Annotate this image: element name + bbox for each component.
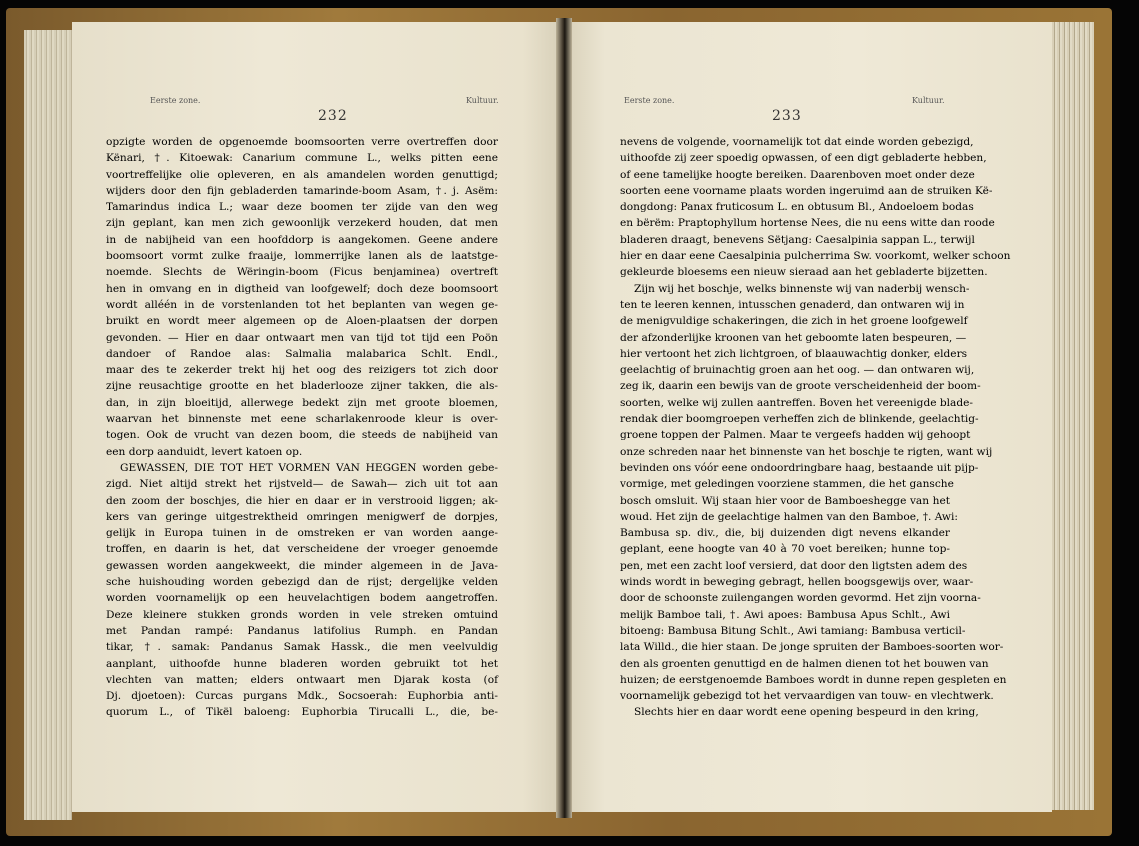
text-line: tikar, †. samak: Pandanus Samak Hassk., die men veelvuldig bbox=[106, 641, 498, 654]
text-line: gekleurde bloesems een nieuw sieraad aan het gebladerte bijzetten. bbox=[620, 266, 988, 279]
text-line: worden voornamelijk op een heuvelachtigen bodem aangetroffen. bbox=[106, 592, 498, 605]
text-line: dongdong: Panax fruticosum L. en obtusum Bl., Andoeloem bodas bbox=[620, 201, 974, 214]
text-line: uithoofde zij zeer spoedig opwassen, of een digt gebladerte hebben, bbox=[620, 152, 987, 165]
text-line: met Pandan rampé: Pandanus latifolius Rumph. en Pandan bbox=[106, 624, 498, 637]
text-line: vormige, met geledingen voorziene stammen, die het gansche bbox=[620, 478, 954, 491]
text-line: boomsoort vormt zulke fraaije, lommerrijke lanen als de laatstge- bbox=[106, 250, 498, 263]
text-line: vlechten van matten; elders ontwaart men Djarak kosta (of bbox=[106, 673, 498, 686]
text-line: Dj. djoetoen): Curcas purgans Mdk., Socsoerah: Euphorbia anti- bbox=[106, 690, 498, 703]
text-line: Kënari, †. Kitoewak: Canarium commune L., welks pitten eene bbox=[106, 152, 498, 165]
text-line: den zoom der boschjes, die hier en daar er in verstrooid liggen; ak- bbox=[106, 494, 498, 507]
text-line: voornamelijk gebezigd tot het vervaardigen van touw- en vlechtwerk. bbox=[620, 690, 994, 703]
right-page-edges bbox=[1052, 22, 1094, 810]
text-line: wijders door den fijn gebladerden tamarinde-boom Asam, †. j. Asëm: bbox=[106, 184, 498, 197]
text-line: togen. Ook de vrucht van dezen boom, die steeds de nabijheid van bbox=[106, 429, 498, 442]
text-line: Tamarindus indica L.; waar deze boomen ter zijde van den weg bbox=[106, 201, 498, 214]
text-line: lata Willd., die hier staan. De jonge spruiten der Bamboes-soorten wor- bbox=[620, 641, 1004, 654]
text-line: waarvan het binnenste met eene scharlakenroode kleur is over- bbox=[106, 413, 498, 426]
left-page-number: 232 bbox=[318, 108, 348, 124]
text-line: bladeren draagt, benevens Sëtjang: Caesalpinia sappan L., terwijl bbox=[620, 233, 975, 246]
left-running-head-right: Kultuur. bbox=[466, 96, 499, 105]
text-line: voortreffelijke olie opleveren, en als amandelen worden genuttigd; bbox=[106, 168, 498, 181]
text-line: groene toppen der Palmen. Maar te vergeefs hadden wij gehoopt bbox=[620, 429, 971, 442]
left-page-edges bbox=[24, 30, 72, 820]
text-line: ten te leeren kennen, intusschen genaderd, dan ontwaren wij in bbox=[620, 298, 965, 311]
text-line: bitoeng: Bambusa Bitung Schlt., Awi tamiang: Bambusa verticil- bbox=[620, 624, 966, 637]
text-line: zijn geplant, kan men zich gewoonlijk verzekerd houden, dat men bbox=[106, 217, 498, 230]
text-line: de menigvuldige schakeringen, die zich in het groene loofgewelf bbox=[620, 315, 968, 328]
text-line: wordt alléén in de vorstenlanden tot het beplanten van wegen ge- bbox=[106, 298, 498, 311]
text-line: geelachtig of bruinachtig groen aan het oog. — dan ontwaren wij, bbox=[620, 364, 975, 377]
text-line: sche huishouding worden gebezigd dan de rijst; dergelijke velden bbox=[106, 576, 498, 589]
text-line: geplant, eene hoogte van 40 à 70 voet bereiken; hunne top- bbox=[620, 543, 950, 556]
text-line: bevinden ons vóór eene ondoordringbare haag, bestaande uit pijp- bbox=[620, 461, 979, 474]
right-running-head: Eerste zone. bbox=[624, 96, 675, 105]
text-line: door de schoonste zuilengangen worden gevormd. Het zijn voorna- bbox=[620, 592, 981, 605]
text-line: pen, met een zacht loof versierd, dat door den ligtsten adem des bbox=[620, 559, 968, 572]
text-line: Zijn wij het boschje, welks binnenste wij van naderbij wensch- bbox=[634, 282, 970, 295]
text-line: in de nabijheid van een hoofddorp is aangekomen. Geene andere bbox=[106, 233, 498, 246]
text-line: hier en daar eene Caesalpinia pulcherrima Sw. voorkomt, welker schoon bbox=[620, 250, 1011, 263]
text-line: woud. Het zijn de geelachtige halmen van den Bamboe, †. Awi: bbox=[620, 510, 958, 523]
text-line: winds wordt in beweging gebragt, hellen boogsgewijs over, waar- bbox=[620, 576, 974, 589]
text-line: hen in omvang en in digtheid van loofgewelf; doch deze boomsoort bbox=[106, 282, 498, 295]
text-line: soorten eene voorname plaats worden ingeruimd aan de struiken Kë- bbox=[620, 184, 993, 197]
right-page-number: 233 bbox=[772, 108, 802, 124]
left-running-head: Eerste zone. bbox=[150, 96, 201, 105]
text-line: onze schreden naar het binnenste van het boschje te rigten, want wij bbox=[620, 445, 993, 458]
section-heading-line: GEWASSEN, DIE TOT HET VORMEN VAN HEGGEN worden gebe- bbox=[120, 461, 498, 474]
book-gutter bbox=[556, 18, 572, 818]
text-line: opzigte worden de opgenoemde boomsoorten verre overtreffen door bbox=[106, 136, 498, 148]
text-line: kers van geringe uitgestrektheid omringen menigwerf de dorpjes, bbox=[106, 510, 498, 523]
text-line: Slechts hier en daar wordt eene opening bespeurd in den kring, bbox=[634, 706, 979, 719]
text-line: of eene tamelijke hoogte bereiken. Daarenboven moet onder deze bbox=[620, 168, 975, 181]
text-line: zijne reusachtige grootte en het bladerlooze zijner takken, die als- bbox=[106, 380, 498, 393]
text-line: soorten, welke wij zullen aantreffen. Boven het vereenigde blade- bbox=[620, 396, 973, 409]
text-line: quorum L., of Tikël baloeng: Euphorbia Tirucalli L., die, be- bbox=[106, 706, 498, 719]
text-line: nevens de volgende, voornamelijk tot dat einde worden gebezigd, bbox=[620, 136, 974, 148]
left-page-text bbox=[106, 134, 498, 721]
text-line: rendak dier boomgroepen verheffen zich de blinkende, geelachtig- bbox=[620, 413, 979, 426]
text-line: gewassen worden aangekweekt, die minder algemeen in de Java- bbox=[106, 559, 498, 572]
text-line: troffen, en daarin is het, dat verscheidene der vroeger genoemde bbox=[106, 543, 498, 556]
text-line: zigd. Niet altijd strekt het rijstveld— de Sawah— zich uit tot aan bbox=[106, 478, 498, 491]
text-line: gevonden. — Hier en daar ontwaart men van tijd tot tijd een Poön bbox=[106, 331, 498, 344]
text-line: der afzonderlijke kroonen van het geboomte laten bespeuren, — bbox=[620, 331, 967, 344]
right-running-head-right: Kultuur. bbox=[912, 96, 945, 105]
text-line: dan, in zijn bloeitijd, allerwege bedekt zijn met groote bloemen, bbox=[106, 396, 498, 409]
text-line: huizen; de eerstgenoemde Bamboes wordt in dunne repen gespleten en bbox=[620, 673, 1007, 686]
text-line: dandoer of Randoe alas: Salmalia malabarica Schlt. Endl., bbox=[106, 347, 498, 360]
text-line: den als groenten genuttigd en de halmen dienen tot het bouwen van bbox=[620, 657, 989, 670]
text-line: Bambusa sp. div., die, bij duizenden digt nevens elkander bbox=[620, 527, 950, 540]
text-line: Deze kleinere stukken gronds worden in vele streken omtuind bbox=[106, 608, 498, 621]
text-line: zeg ik, daarin een bewijs van de groote verscheidenheid der boom- bbox=[620, 380, 981, 393]
text-line: aanplant, uithoofde hunne bladeren worden gebruikt tot het bbox=[106, 657, 498, 670]
text-line: bruikt en wordt meer algemeen op de Aloen-plaatsen der dorpen bbox=[106, 315, 498, 328]
text-line: hier vertoont het zich lichtgroen, of blaauwachtig donker, elders bbox=[620, 347, 968, 360]
text-line: noemde. Slechts de Wëringin-boom (Ficus benjaminea) overtreft bbox=[106, 266, 498, 279]
right-page-text bbox=[620, 134, 1011, 721]
text-line: en bërëm: Praptophyllum hortense Nees, die nu eens witte dan roode bbox=[620, 217, 995, 230]
text-line: melijk Bamboe tali, †. Awi apoes: Bambusa Apus Schlt., Awi bbox=[620, 608, 950, 621]
text-line: maar des te zekerder trekt hij het oog des reizigers tot zich door bbox=[106, 364, 498, 377]
text-line: bosch omsluit. Wij staan hier voor de Bamboeshegge van het bbox=[620, 494, 950, 507]
text-line: een dorp aanduidt, levert katoen op. bbox=[106, 445, 303, 458]
text-line: gelijk in Europa tuinen in de omstreken er van worden aange- bbox=[106, 527, 498, 540]
